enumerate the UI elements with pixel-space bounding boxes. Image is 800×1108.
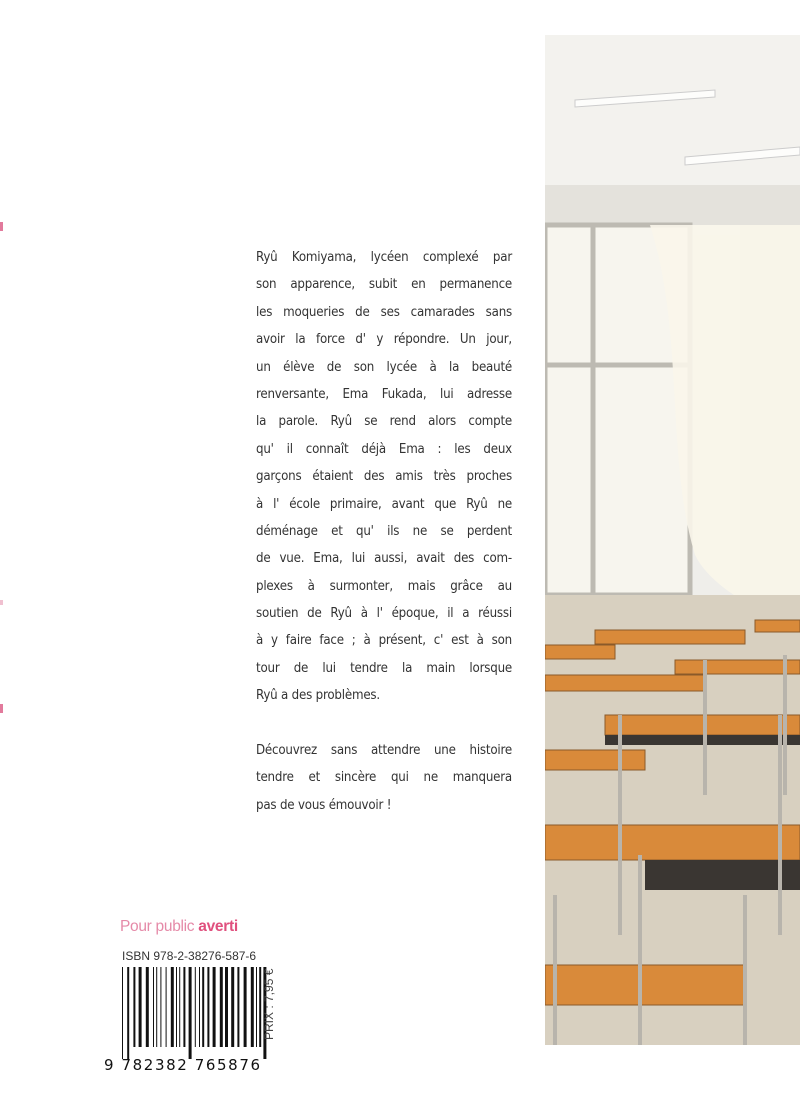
synopsis-line: déménage et qu' ils ne se perdent: [256, 523, 512, 539]
synopsis-line: Ryû Komiyama, lycéen complexé par: [256, 250, 512, 265]
barcode-bar: [160, 967, 161, 1047]
barcode-bar: [156, 967, 157, 1047]
barcode-bar: [176, 967, 177, 1047]
synopsis-line: à y faire face ; à présent, c' est à son: [256, 633, 512, 649]
synopsis-line: Ryû a des problèmes.: [256, 688, 380, 704]
barcode-bar: [189, 967, 192, 1059]
barcode-bar: [166, 967, 167, 1047]
crop-mark: [0, 704, 3, 713]
barcode-bar: [207, 967, 209, 1047]
barcode-bar: [199, 967, 200, 1047]
synopsis-line: Découvrez sans attendre une histoire: [256, 743, 512, 759]
rating-prefix: Pour public: [120, 918, 195, 935]
barcode-bar: [153, 967, 154, 1047]
synopsis-line: de vue. Ema, lui aussi, avait des com-: [256, 551, 512, 567]
barcode-bar: [225, 967, 228, 1047]
synopsis-text: [256, 244, 512, 819]
barcode-digits: 9 782382 765876: [104, 1056, 262, 1074]
synopsis-line: les moqueries de ses camarades sans: [256, 304, 512, 320]
barcode-bar: [256, 967, 257, 1047]
barcode-bar: [237, 967, 239, 1047]
barcode-bar: [146, 967, 149, 1047]
barcode-bar: [127, 967, 129, 1059]
barcode: [120, 967, 270, 1059]
crop-mark: [0, 600, 3, 605]
price: PRIX : 7,95 €: [262, 968, 276, 1040]
barcode-bar: [133, 967, 135, 1047]
barcode-bar: [179, 967, 180, 1047]
synopsis-line: avoir la force d' y répondre. Un jour,: [256, 332, 512, 348]
synopsis-line: soutien de Ryû à l' époque, il a réussi: [256, 606, 512, 622]
barcode-bar: [244, 967, 247, 1047]
barcode-bar: [231, 967, 234, 1047]
synopsis-line: à l' école primaire, avant que Ryû ne: [256, 496, 512, 512]
barcode-bar: [213, 967, 216, 1047]
synopsis-line: renversante, Ema Fukada, lui adresse: [256, 386, 512, 402]
synopsis-line: plexes à surmonter, mais grâce au: [256, 578, 512, 594]
synopsis-line: qu' il connaît déjà Ema : les deux: [256, 441, 512, 457]
barcode-bar: [259, 967, 261, 1047]
synopsis-line: un élève de son lycée à la beauté: [256, 359, 512, 375]
crop-mark: [0, 222, 3, 231]
barcode-bar: [202, 967, 204, 1047]
barcode-bar: [171, 967, 174, 1047]
barcode-bar: [220, 967, 223, 1047]
synopsis-line: garçons étaient des amis très proches: [256, 469, 512, 485]
rating-emphasis: averti: [198, 918, 238, 935]
isbn: ISBN 978-2-38276-587-6: [122, 949, 257, 963]
barcode-bar: [251, 967, 254, 1047]
audience-rating: [120, 918, 238, 936]
classroom-illustration: [545, 35, 800, 1045]
synopsis-line: son apparence, subit en permanence: [256, 277, 512, 293]
synopsis-line: tendre et sincère qui ne manquera: [256, 770, 512, 786]
barcode-bar: [183, 967, 185, 1047]
synopsis-line: tour de lui tendre la main lorsque: [256, 660, 512, 676]
barcode-bar: [122, 967, 123, 1059]
synopsis-line: pas de vous émouvoir !: [256, 797, 392, 813]
barcode-bar: [139, 967, 142, 1047]
barcode-bar: [195, 967, 196, 1047]
synopsis-line: la parole. Ryû se rend alors compte: [256, 414, 512, 430]
